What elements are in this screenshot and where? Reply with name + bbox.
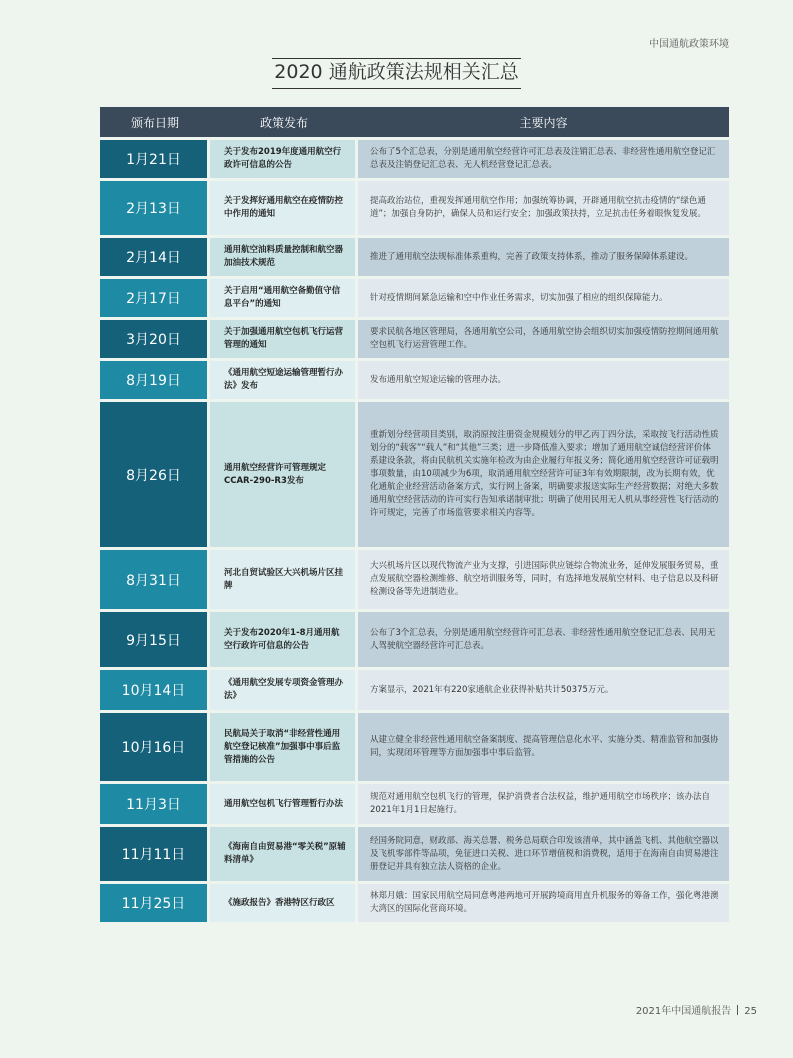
- row-date: 1月21日: [100, 140, 210, 178]
- row-content: 针对疫情期间紧急运输和空中作业任务需求，切实加强了相应的组织保障能力。: [358, 279, 729, 317]
- footer-separator: [737, 1005, 738, 1015]
- header-policy: 政策发布: [210, 107, 358, 137]
- running-header: 中国通航政策环境: [649, 39, 729, 50]
- row-policy: 《海南自由贸易港“零关税”原辅料清单》: [210, 827, 358, 881]
- row-date: 3月20日: [100, 320, 210, 358]
- row-date: 8月26日: [100, 402, 210, 547]
- row-content: 大兴机场片区以现代物流产业为支撑，引进国际供应链综合物流业务，延伸发展服务贸易，重点发展航空器检测维修、航空培训服务等，同时，有选择地发展航空材料、电子信息以及科研检测设备等先进制造业。: [358, 550, 729, 609]
- table-row: [100, 238, 729, 276]
- table-row: [100, 884, 729, 922]
- row-content: 林郑月娥：国家民用航空局同意粤港两地可开展跨境商用直升机服务的筹备工作，强化粤港澳大湾区的国际化营商环境。: [358, 884, 729, 922]
- row-policy: 关于加强通用航空包机飞行运营管理的通知: [210, 320, 358, 358]
- row-policy: 河北自贸试验区大兴机场片区挂牌: [210, 550, 358, 609]
- table-row: [100, 181, 729, 235]
- table-row: [100, 827, 729, 881]
- table-row: [100, 140, 729, 178]
- footer-report-title: 2021年中国通航报告: [635, 1006, 732, 1017]
- header-content: 主要内容: [358, 107, 729, 137]
- table-row: [100, 279, 729, 317]
- table-row: [100, 320, 729, 358]
- row-date: 9月15日: [100, 612, 210, 667]
- row-content: 经国务院同意，财政部、海关总署、税务总局联合印发该清单，其中涵盖飞机、其他航空器以及飞机零部件等品项，免征进口关税、进口环节增值税和消费税，适用于在海南自由贸易港注册登记并具有独立法人资格的企业。: [358, 827, 729, 881]
- row-content: 重新划分经营项目类别，取消原按注册资金规模划分的甲乙丙丁四分法，采取按飞行活动性质划分的“载客”“载人”和“其他”三类；进一步降低准入要求；增加了通用航空诚信经营评价体系建设条款，将由民航机关实施年检改为由企业履行年报义务；简化通用航空经营许可证载明事项数量，由10项减少为6项，取消通用航空经营许可证3年有效期限制，改为长期有效，优化通航企业经营活动备案方式，实行网上备案，明确要求报送实际生产经营数据；对绝大多数通用航空经营活动的许可实行告知承诺制审批；明确了使用民用无人机从事经营性飞行活动的许可规定，完善了市场监管要求相关内容等。: [358, 402, 729, 547]
- table-header-row: [100, 107, 729, 137]
- row-date: 8月31日: [100, 550, 210, 609]
- row-policy: 通用航空油料质量控制和航空器加油技术规范: [210, 238, 358, 276]
- row-date: 8月19日: [100, 361, 210, 399]
- row-content: 要求民航各地区管理局，各通用航空公司，各通用航空协会组织切实加强疫情防控期间通用航空包机飞行运营管理工作。: [358, 320, 729, 358]
- header-date: 颁布日期: [100, 107, 210, 137]
- row-date: 2月13日: [100, 181, 210, 235]
- page-title-wrap: [0, 58, 793, 89]
- row-policy: 《通用航空短途运输管理暂行办法》发布: [210, 361, 358, 399]
- row-date: 11月11日: [100, 827, 210, 881]
- row-policy: 关于发挥好通用航空在疫情防控中作用的通知: [210, 181, 358, 235]
- table-row: [100, 361, 729, 399]
- row-content: 提高政治站位，重视发挥通用航空作用；加强统筹协调，开辟通用航空抗击疫情的“绿色通道”；加强自身防护，确保人员和运行安全；加强政策扶持，立足抗击任务着眼恢复发展。: [358, 181, 729, 235]
- table-row: [100, 402, 729, 547]
- table-row: [100, 612, 729, 667]
- row-policy: 关于发布2019年度通用航空行政许可信息的公告: [210, 140, 358, 178]
- page-title: 2020 通航政策法规相关汇总: [272, 58, 520, 89]
- row-policy: 《通用航空发展专项资金管理办法》: [210, 670, 358, 710]
- table-row: [100, 670, 729, 710]
- row-content: 从建立健全非经营性通用航空备案制度、提高管理信息化水平、实施分类、精准监管和加强协同，实现闭环管理等方面加强事中事后监管。: [358, 713, 729, 781]
- row-content: 方案显示，2021年有220家通航企业获得补贴共计50375万元。: [358, 670, 729, 710]
- row-date: 11月3日: [100, 784, 210, 824]
- table-row: [100, 550, 729, 609]
- row-policy: 《施政报告》香港特区行政区: [210, 884, 358, 922]
- page-number: 25: [744, 1006, 757, 1017]
- row-policy: 关于发布2020年1-8月通用航空行政许可信息的公告: [210, 612, 358, 667]
- row-content: 公布了5个汇总表，分别是通用航空经营许可汇总表及注销汇总表、非经营性通用航空登记汇总表及注销登记汇总表、无人机经营登记汇总表。: [358, 140, 729, 178]
- row-content: 公布了3个汇总表，分别是通用航空经营许可汇总表、非经营性通用航空登记汇总表、民用无人驾驶航空器经营许可汇总表。: [358, 612, 729, 667]
- row-policy: 关于启用“通用航空备勤值守信息平台”的通知: [210, 279, 358, 317]
- row-date: 2月17日: [100, 279, 210, 317]
- row-policy: 通用航空经营许可管理规定CCAR-290-R3发布: [210, 402, 358, 547]
- row-date: 10月14日: [100, 670, 210, 710]
- row-content: 发布通用航空短途运输的管理办法。: [358, 361, 729, 399]
- row-content: 规范对通用航空包机飞行的管理，保护消费者合法权益，维护通用航空市场秩序；该办法自2021年1月1日起施行。: [358, 784, 729, 824]
- row-content: 推进了通用航空法规标准体系重构，完善了政策支持体系，推动了服务保障体系建设。: [358, 238, 729, 276]
- row-date: 11月25日: [100, 884, 210, 922]
- row-date: 2月14日: [100, 238, 210, 276]
- table-row: [100, 784, 729, 824]
- row-policy: 民航局关于取消“非经营性通用航空登记核准”加强事中事后监管措施的公告: [210, 713, 358, 781]
- table-row: [100, 713, 729, 781]
- page-footer: [636, 1002, 757, 1017]
- policy-table: [100, 104, 729, 925]
- row-date: 10月16日: [100, 713, 210, 781]
- row-policy: 通用航空包机飞行管理暂行办法: [210, 784, 358, 824]
